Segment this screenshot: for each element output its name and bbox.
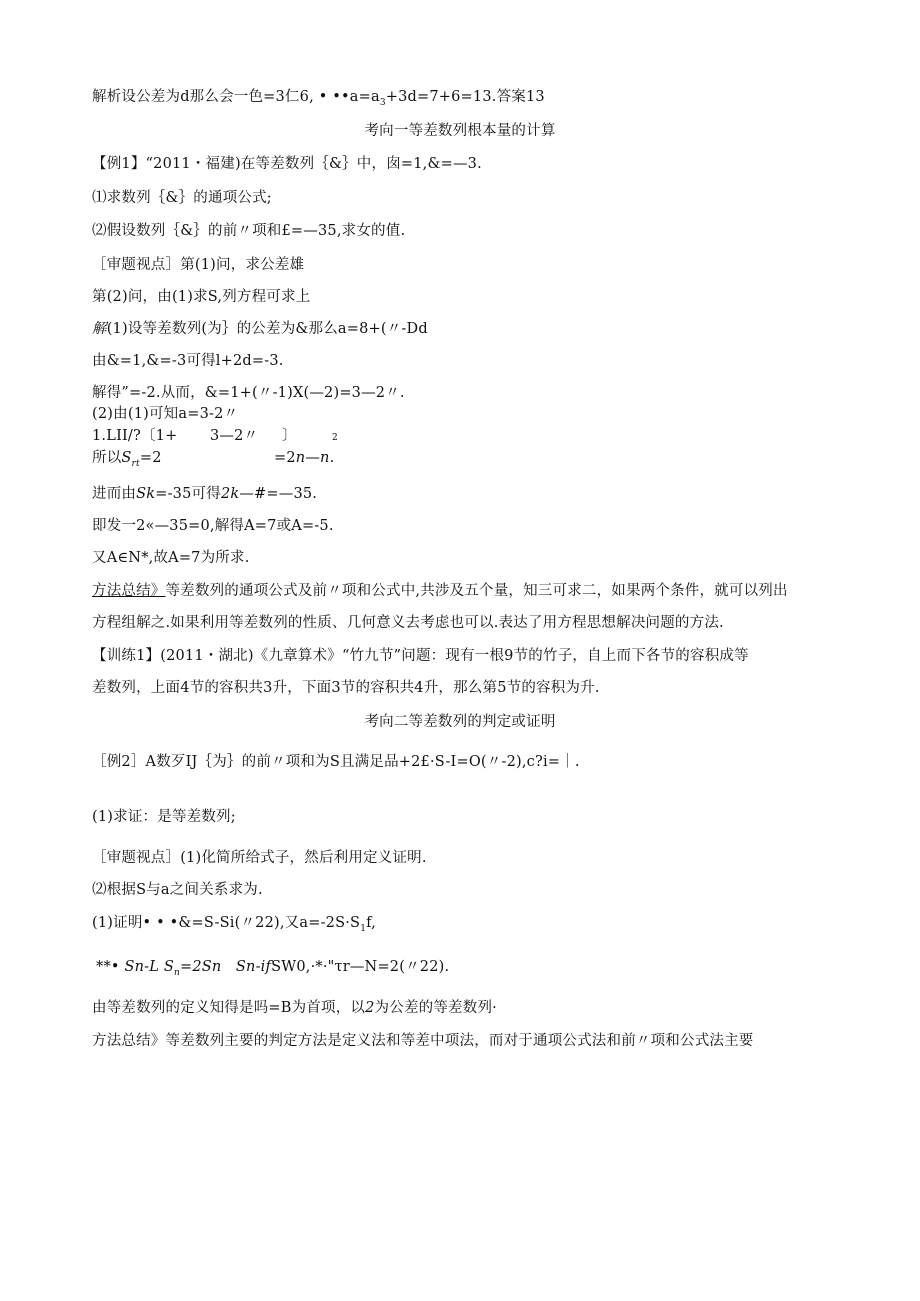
- proof-line-2: [96, 958, 449, 978]
- text-segment: 2: [332, 433, 338, 443]
- text-segment: =2Sn: [180, 959, 222, 975]
- text-segment: Sn-if: [235, 959, 272, 975]
- example-1-title: 【例1】“2011・福建)在等差数列｛&｝中，囱=1,&=—3.: [92, 156, 482, 172]
- subscript: n: [174, 968, 181, 978]
- answer-line: [92, 88, 545, 108]
- text-segment: —#=—35.: [239, 486, 318, 502]
- method-summary-label: 方法总结》: [92, 583, 166, 599]
- text-segment: n: [295, 450, 306, 466]
- text-segment: 由等差数列的定义知得是吗=B为首项，以: [92, 1000, 366, 1016]
- text-segment: (1)设等差数列(为｝的公差为&那么a=8+(〃-Dd: [106, 321, 428, 337]
- text-segment: =-35可得: [155, 486, 221, 502]
- text-segment: Sk: [136, 486, 156, 502]
- solution-line-1: [92, 320, 428, 338]
- solution-line-3: 解得”=-2.从而，&=1+(〃-1)X(—2)=3—2〃.: [92, 385, 405, 401]
- question-2: ⑵假设数列｛&｝的前〃项和£=—35,求女的值.: [92, 223, 406, 239]
- text-segment: 2k: [220, 486, 240, 502]
- text-segment: S: [121, 450, 132, 466]
- text-segment: n.: [320, 450, 335, 466]
- text-segment: 等差数列的通项公式及前〃项和公式中,共涉及五个量，知三可求二，如果两个条件，就可以列出: [165, 583, 788, 599]
- text-segment: 〕: [282, 428, 297, 444]
- solution-line-7: [92, 485, 317, 503]
- subscript: 3: [379, 98, 386, 108]
- review-viewpoint-ex2-2: ⑵根据S与a之间关系求为.: [92, 882, 263, 898]
- text-segment: SW0,·*·"τr—N=2(〃22).: [271, 959, 450, 975]
- text-segment: +3d=7+6=13.答案13: [385, 89, 545, 105]
- method-summary-1: [92, 582, 788, 600]
- proof-conclusion: [92, 999, 497, 1017]
- example-2-question-1: (1)求证：是等差数列;: [92, 809, 236, 825]
- text-segment: 3—2〃: [210, 428, 259, 444]
- review-viewpoint: ［审题视点］第(1)问，求公差雄: [92, 257, 305, 273]
- section-heading-2: 考向二等差数列的判定或证明: [364, 714, 556, 730]
- solution-line-8: 即发一2«—35=0,解得A=7或A=-5.: [92, 518, 334, 534]
- review-viewpoint-ex2: ［审题视点］(1)化简所给式子，然后利用定义证明.: [92, 850, 427, 866]
- question-1: ⑴求数列｛&｝的通项公式;: [92, 190, 272, 206]
- text-segment: 解析设公差为d那么会一色=3仁6, • ••a=a: [92, 89, 380, 105]
- solution-line-9: 又A∈N*,故A=7为所求.: [92, 550, 250, 566]
- solution-line-4: (2)由(1)可知a=3-2〃: [92, 406, 239, 422]
- text-segment: Sn-L S: [124, 959, 175, 975]
- text-segment: 2: [365, 1000, 375, 1016]
- subscript: 1: [360, 924, 367, 934]
- solution-line-2: 由&=1,&=-3可得l+2d=-3.: [92, 353, 284, 369]
- text-segment: (1)证明• • •&=S-Si(〃22),又a=-2S·S: [92, 915, 361, 931]
- training-1-cont: 差数列，上面4节的容积共3升，下面3节的容积共4升，那么第5节的容积为升.: [92, 680, 600, 696]
- example-2-title: ［例2］A数歹IJ｛为｝的前〃项和为S且满足品+2£·S-I=O(〃-2),c?i=｜.: [92, 754, 580, 770]
- section-heading-1: 考向一等差数列根本量的计算: [364, 123, 556, 139]
- text-segment: 所以: [92, 450, 122, 466]
- proof-line-1: [92, 914, 376, 934]
- review-viewpoint-2: 第(2)问，由(1)求S,列方程可求上: [92, 289, 311, 305]
- text-segment: 1.LII/?〔1+: [92, 428, 178, 444]
- method-summary-1-cont: 方程组解之.如果利用等差数列的性质、几何意义去考虑也可以.表达了用方程思想解决问题的方法.: [92, 615, 724, 631]
- text-segment: 进而由: [92, 486, 137, 502]
- training-1: 【训练1】(2011・湖北)《九章算术》“竹九节”问题：现有一根9节的竹子，自上而下各节的容积成等: [92, 648, 749, 664]
- solution-line-6: [92, 449, 392, 469]
- method-summary-2: 方法总结》等差数列主要的判定方法是定义法和等差中项法，而对于通项公式法和前〃项和公式法主要: [92, 1033, 754, 1049]
- text-segment: =2: [139, 450, 162, 466]
- text-segment: 为公差的等差数列·: [374, 1000, 497, 1016]
- text-segment: **•: [96, 959, 120, 975]
- solution-label: 解: [92, 321, 107, 337]
- text-segment: =2: [274, 450, 296, 466]
- subscript: rt: [131, 459, 140, 469]
- text-segment: —: [305, 450, 321, 466]
- solution-line-5: [92, 427, 392, 445]
- text-segment: f,: [366, 915, 376, 931]
